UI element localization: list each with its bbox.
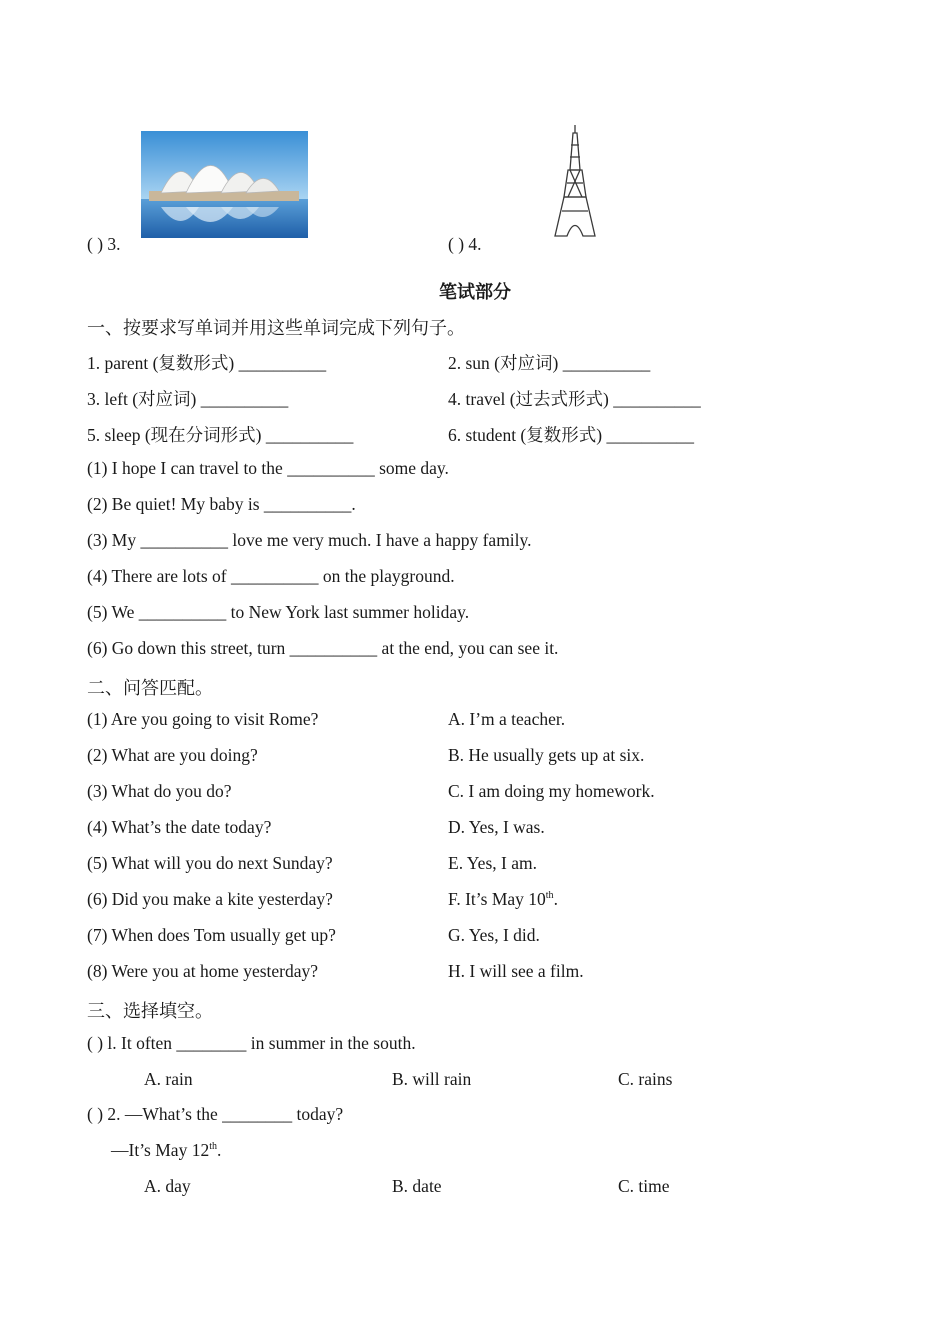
fill-sentence: (1) I hope I can travel to the __________ some day. bbox=[87, 458, 449, 478]
match-question: (3) What do you do? bbox=[87, 781, 232, 801]
match-answer-f-text: F. It’s May 10 bbox=[448, 889, 546, 909]
match-answer: C. I am doing my homework. bbox=[448, 781, 655, 801]
eiffel-tower-image bbox=[553, 125, 597, 237]
match-answer: H. I will see a film. bbox=[448, 961, 584, 981]
word-item: 4. travel (过去式形式) __________ bbox=[448, 389, 701, 409]
superscript: th bbox=[545, 890, 554, 902]
match-question: (1) Are you going to visit Rome? bbox=[87, 709, 319, 729]
fill-sentence: (3) My __________ love me very much. I have a happy family. bbox=[87, 530, 532, 550]
match-answer: A. I’m a teacher. bbox=[448, 709, 566, 729]
match-answer: E. Yes, I am. bbox=[448, 853, 537, 873]
choice-option: A. day bbox=[144, 1176, 191, 1196]
choice-option: B. date bbox=[392, 1176, 442, 1196]
match-answer: B. He usually gets up at six. bbox=[448, 745, 645, 765]
word-item: 3. left (对应词) __________ bbox=[87, 389, 289, 409]
fill-sentence: (5) We __________ to New York last summer holiday. bbox=[87, 602, 470, 622]
choice-question-2-reply bbox=[111, 1140, 221, 1161]
listening-item-3: ( ) 3. bbox=[87, 234, 121, 254]
choice-option: A. rain bbox=[144, 1069, 193, 1089]
reply-end: . bbox=[216, 1140, 222, 1160]
match-question: (4) What’s the date today? bbox=[87, 817, 272, 837]
word-item: 2. sun (对应词) __________ bbox=[448, 353, 651, 373]
fill-sentence: (6) Go down this street, turn __________ at the end, you can see it. bbox=[87, 638, 559, 658]
choice-question-2: ( ) 2. —What’s the ________ today? bbox=[87, 1104, 344, 1124]
superscript: th bbox=[209, 1141, 217, 1153]
reply-text: —It’s May 12 bbox=[111, 1140, 210, 1160]
section2-title: 二、问答匹配。 bbox=[87, 678, 213, 699]
match-answer: D. Yes, I was. bbox=[448, 817, 545, 837]
word-item: 5. sleep (现在分词形式) __________ bbox=[87, 425, 354, 445]
choice-option: C. time bbox=[618, 1176, 670, 1196]
written-section-title: 笔试部分 bbox=[439, 282, 511, 303]
word-item: 6. student (复数形式) __________ bbox=[448, 425, 694, 445]
match-question: (5) What will you do next Sunday? bbox=[87, 853, 333, 873]
choice-option: B. will rain bbox=[392, 1069, 472, 1089]
match-answer-f bbox=[448, 889, 558, 910]
match-question: (6) Did you make a kite yesterday? bbox=[87, 889, 333, 909]
match-question: (2) What are you doing? bbox=[87, 745, 258, 765]
word-item: 1. parent (复数形式) __________ bbox=[87, 353, 327, 373]
match-question: (8) Were you at home yesterday? bbox=[87, 961, 319, 981]
fill-sentence: (4) There are lots of __________ on the playground. bbox=[87, 566, 455, 586]
choice-question-1: ( ) l. It often ________ in summer in the south. bbox=[87, 1033, 416, 1053]
sydney-opera-house-image bbox=[141, 131, 308, 238]
section3-title: 三、选择填空。 bbox=[87, 1001, 213, 1022]
fill-sentence: (2) Be quiet! My baby is __________. bbox=[87, 494, 356, 514]
match-answer: G. Yes, I did. bbox=[448, 925, 540, 945]
section1-title: 一、按要求写单词并用这些单词完成下列句子。 bbox=[87, 318, 465, 339]
listening-item-4: ( ) 4. bbox=[448, 234, 482, 254]
choice-option: C. rains bbox=[618, 1069, 673, 1089]
match-answer-f-end: . bbox=[553, 889, 558, 909]
match-question: (7) When does Tom usually get up? bbox=[87, 925, 336, 945]
